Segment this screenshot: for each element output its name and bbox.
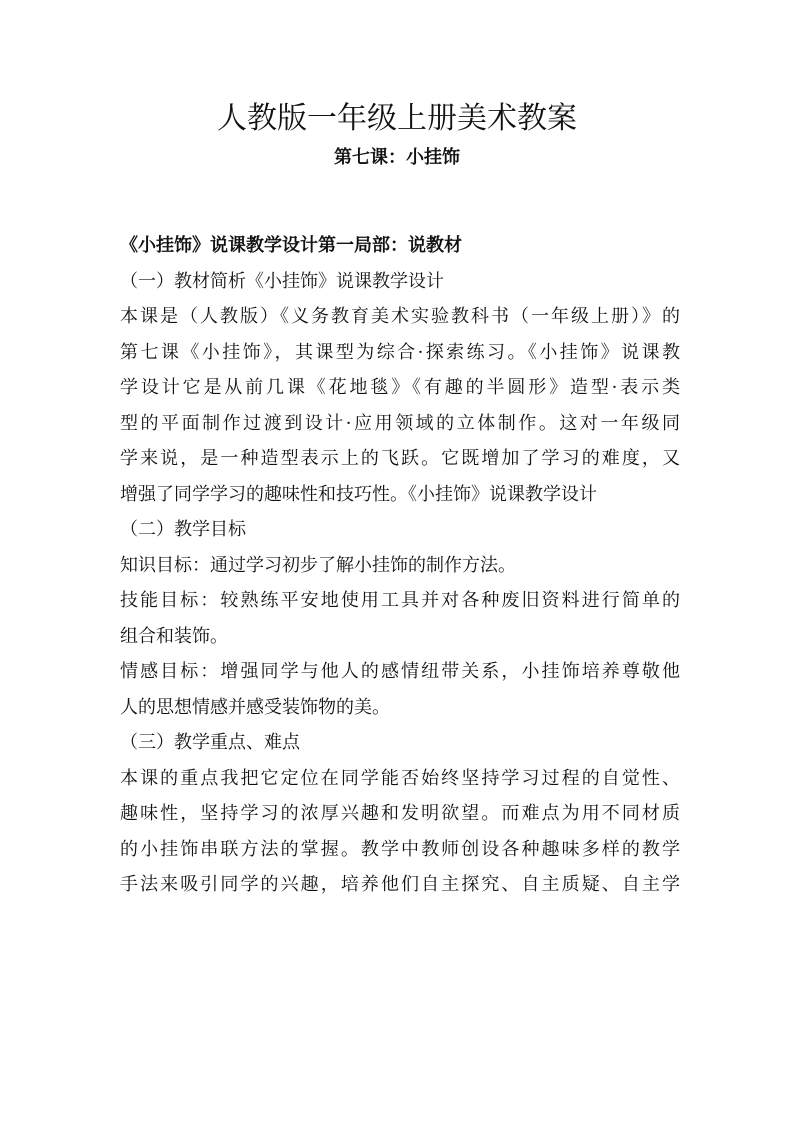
paragraph-line: 人的思想情感并感受装饰物的美。: [120, 696, 390, 718]
section-heading: 《小挂饰》说课教学设计第一局部：说教材: [120, 235, 462, 256]
subsection-heading: （二）教学目标: [120, 519, 246, 540]
paragraph-line: 型的平面制作过渡到设计·应用领域的立体制作。这对一年级同: [120, 412, 680, 434]
paragraph-line: 组合和装饰。: [120, 625, 228, 647]
document-body: [120, 228, 680, 903]
subsection-heading: （三）教学重点、难点: [120, 732, 300, 753]
paragraph-line: 学来说，是一种造型表示上的飞跃。它既增加了学习的难度，又: [120, 448, 680, 469]
paragraph-line: 技能目标：较熟练平安地使用工具并对各种废旧资料进行简单的: [120, 590, 680, 611]
subsection-heading: （一）教材简析《小挂饰》说课教学设计: [120, 270, 444, 292]
paragraph-line: 知识目标：通过学习初步了解小挂饰的制作方法。: [120, 554, 516, 576]
document-subtitle: 第七课：小挂饰: [334, 147, 460, 168]
paragraph-line: 本课的重点我把它定位在同学能否始终坚持学习过程的自觉性、: [120, 767, 680, 789]
paragraph-line: 趣味性，坚持学习的浓厚兴趣和发明欲望。而难点为用不同材质: [120, 803, 680, 824]
paragraph-line: 手法来吸引同学的兴趣，培养他们自主探究、自主质疑、自主学: [120, 874, 680, 895]
document-title: 人教版一年级上册美术教案: [217, 101, 577, 136]
paragraph-line: 第七课《小挂饰》，其课型为综合·探索练习。《小挂饰》说课教: [120, 341, 680, 363]
paragraph-line: 本课是（人教版）《义务教育美术实验教科书（一年级上册）》的: [120, 306, 680, 327]
paragraph-line: 增强了同学学习的趣味性和技巧性。《小挂饰》说课教学设计: [120, 483, 597, 505]
paragraph-line: 学设计它是从前几课《花地毯》《有趣的半圆形》造型·表示类: [120, 377, 680, 398]
paragraph-line: 情感目标：增强同学与他人的感情纽带关系，小挂饰培养尊敬他: [120, 661, 680, 682]
paragraph-line: 的小挂饰串联方法的掌握。教学中教师创设各种趣味多样的教学: [120, 838, 680, 860]
